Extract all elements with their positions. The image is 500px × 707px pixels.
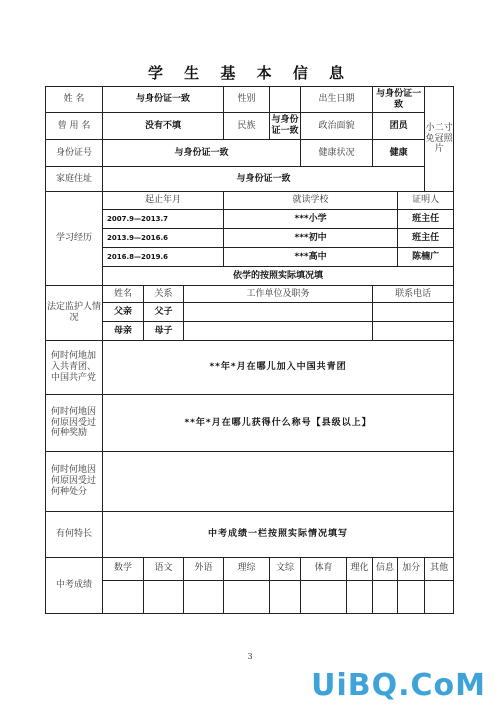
exam-subject: 信息 <box>373 558 398 581</box>
guardian-relation[interactable]: 父子 <box>144 303 184 322</box>
guardian-phone[interactable] <box>373 303 454 322</box>
study-row <box>46 248 454 267</box>
health-label: 健康状况 <box>301 140 373 167</box>
study-header-school: 就读学校 <box>224 192 398 210</box>
guardian-work[interactable] <box>184 303 373 322</box>
guardian-header-name: 姓名 <box>103 286 144 303</box>
exam-score-cell[interactable] <box>425 580 454 613</box>
exam-subject: 体育 <box>301 558 347 581</box>
study-period[interactable]: 2013.9—2016.6 <box>103 229 224 248</box>
ethnicity-label: 民族 <box>224 113 270 140</box>
watermark-text: UiBQ.CoM <box>311 668 486 703</box>
study-witness[interactable]: 班主任 <box>398 229 454 248</box>
study-header-witness: 证明人 <box>398 192 454 210</box>
exam-subject: 语文 <box>144 558 184 581</box>
study-period[interactable]: 2007.9—2013.7 <box>103 210 224 229</box>
award-label: 何时何地因何原因受过何种奖励 <box>46 395 103 452</box>
guardian-name[interactable]: 母亲 <box>103 322 144 341</box>
study-note: 依学的按照实际填况填 <box>103 267 454 286</box>
guardian-relation[interactable]: 母子 <box>144 322 184 341</box>
study-witness[interactable]: 班主任 <box>398 210 454 229</box>
study-school[interactable]: ***小学 <box>224 210 398 229</box>
exam-subject: 理化 <box>347 558 373 581</box>
id-number-label: 身份证号 <box>46 140 103 167</box>
id-number-field[interactable]: 与身份证一致 <box>103 140 301 167</box>
student-info-form <box>45 86 454 614</box>
guardian-header-relation: 关系 <box>144 286 184 303</box>
exam-subject: 其他 <box>425 558 454 581</box>
award-field[interactable]: **年*月在哪儿获得什么称号【县级以上】 <box>103 395 454 452</box>
study-row <box>46 229 454 248</box>
political-status-label: 政治面貌 <box>301 113 373 140</box>
exam-score-cell[interactable] <box>301 580 347 613</box>
exam-subject: 加分 <box>398 558 425 581</box>
watermark-logo <box>311 668 486 703</box>
page-title: 学 生 基 本 信 息 <box>147 64 353 82</box>
guardian-header-work: 工作单位及职务 <box>184 286 373 303</box>
former-name-label: 曾 用 名 <box>46 113 103 140</box>
guardian-name[interactable]: 父亲 <box>103 303 144 322</box>
ethnicity-field[interactable]: 与身份证一致 <box>270 113 301 140</box>
guardian-label: 法定监护人情况 <box>46 286 103 341</box>
guardian-header-phone: 联系电话 <box>373 286 454 303</box>
league-label: 何时何地加入共青团、中国共产党 <box>46 341 103 395</box>
exam-score-cell[interactable] <box>144 580 184 613</box>
guardian-work[interactable] <box>184 322 373 341</box>
exam-score-cell[interactable] <box>184 580 224 613</box>
political-status-field[interactable]: 团员 <box>373 113 425 140</box>
exam-score-cell[interactable] <box>224 580 270 613</box>
study-period[interactable]: 2016.8—2019.6 <box>103 248 224 267</box>
address-field[interactable]: 与身份证一致 <box>103 167 425 192</box>
study-school[interactable]: ***初中 <box>224 229 398 248</box>
study-school[interactable]: ***高中 <box>224 248 398 267</box>
guardian-phone[interactable] <box>373 322 454 341</box>
study-header-period: 起止年月 <box>103 192 224 210</box>
punishment-label: 何时何地因何原因受过何种处分 <box>46 452 103 512</box>
talent-label: 有何特长 <box>46 512 103 558</box>
exam-subject: 理综 <box>224 558 270 581</box>
health-field[interactable]: 健康 <box>373 140 425 167</box>
name-label: 姓 名 <box>46 87 103 113</box>
name-field[interactable]: 与身份证一致 <box>103 87 224 113</box>
exam-score-cell[interactable] <box>347 580 373 613</box>
study-history-label: 学习经历 <box>46 192 103 286</box>
exam-subject: 数学 <box>103 558 144 581</box>
birth-date-field[interactable]: 与身份证一致 <box>373 87 425 113</box>
photo-box <box>425 87 454 192</box>
exam-subject: 外语 <box>184 558 224 581</box>
gender-label: 性别 <box>224 87 270 113</box>
birth-date-label: 出生日期 <box>301 87 373 113</box>
photo-label: 小二寸 免冠照片 <box>425 122 453 155</box>
exam-score-cell[interactable] <box>103 580 144 613</box>
exam-score-cell[interactable] <box>398 580 425 613</box>
page-number: 3 <box>247 652 253 661</box>
exam-score-cell[interactable] <box>373 580 398 613</box>
guardian-row <box>46 303 454 322</box>
league-field[interactable]: **年*月在哪儿加入中国共青团 <box>103 341 454 395</box>
study-row <box>46 210 454 229</box>
exam-subject: 文综 <box>270 558 301 581</box>
punishment-field[interactable] <box>103 452 454 512</box>
exam-score-cell[interactable] <box>270 580 301 613</box>
study-witness[interactable]: 陈楠广 <box>398 248 454 267</box>
former-name-field[interactable]: 没有不填 <box>103 113 224 140</box>
talent-field[interactable]: 中考成绩一栏按照实际情况填写 <box>103 512 454 558</box>
guardian-row <box>46 322 454 341</box>
exam-score-label: 中考成绩 <box>46 558 103 614</box>
address-label: 家庭住址 <box>46 167 103 192</box>
gender-field[interactable] <box>270 87 301 113</box>
